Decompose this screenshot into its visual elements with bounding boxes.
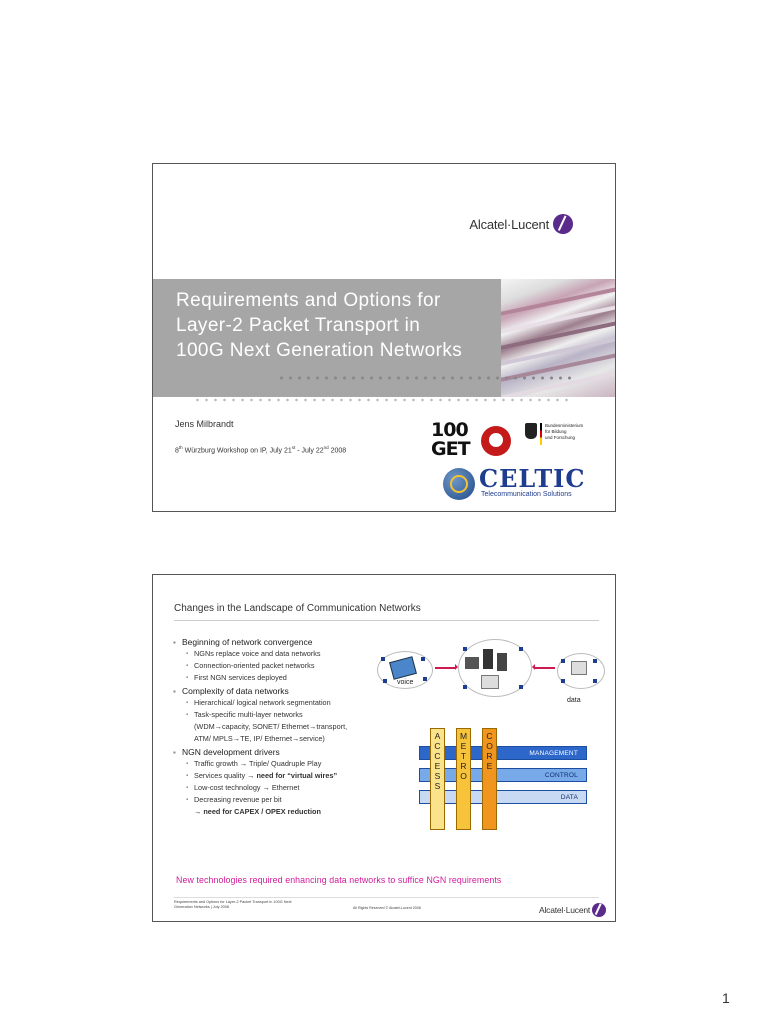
bullet-list [173, 635, 383, 818]
network-node-icon [423, 677, 427, 681]
computer-icon [481, 675, 499, 689]
bmbf-line: für Bildung [545, 429, 567, 434]
sub-bullet-item [173, 770, 383, 782]
column-letter: R [460, 761, 467, 771]
bullet-item [173, 686, 383, 697]
conclusion-banner: New technologies required enhancing data networks to suffice NGN requirements [176, 875, 502, 885]
fiber-strand [501, 318, 616, 351]
bullet-text: Services quality → [194, 771, 257, 780]
alcatel-lucent-mark-icon [553, 214, 573, 234]
layer-management: MANAGEMENT [419, 746, 587, 760]
network-node-icon [593, 679, 597, 683]
arrow-left-icon [535, 667, 555, 669]
bmbf-line: Bundesministerium [545, 423, 584, 428]
title-divider [174, 620, 599, 621]
layer-control: CONTROL [419, 768, 587, 782]
column-letter: R [486, 751, 493, 761]
sub-bullet-item [173, 733, 383, 745]
100get-logo [431, 421, 513, 463]
computer-icon [571, 661, 587, 675]
title-slide [152, 163, 616, 512]
bullet-text: Task-specific multi-layer networks [194, 710, 303, 719]
footer-divider [174, 897, 599, 898]
celtic-wordmark: CELTIC [479, 464, 586, 493]
german-flag-icon [540, 423, 542, 445]
network-node-icon [383, 679, 387, 683]
column-letter: O [486, 741, 493, 751]
workshop-text: - July 22 [295, 447, 324, 455]
alcatel-lucent-logo [469, 214, 573, 234]
sub-bullet-item [173, 672, 383, 684]
title-line: Layer-2 Packet Transport in [176, 315, 421, 336]
decorative-dots [277, 375, 577, 381]
column-letter: C [486, 731, 493, 741]
phone-icon [465, 657, 479, 669]
sub-bullet-item [173, 709, 383, 721]
workshop-text: 2008 [328, 447, 347, 455]
page-number: 1 [722, 990, 730, 1006]
bullet-text: Connection-oriented packet networks [194, 661, 315, 670]
voice-label: voice [397, 679, 414, 686]
landscape-slide [152, 574, 616, 922]
bullet-text: Decreasing revenue per bit [194, 795, 282, 804]
bullet-text: Traffic growth → Triple/ Quadruple Play [194, 759, 322, 768]
column-letter: E [486, 761, 493, 771]
sub-bullet-item [173, 806, 383, 818]
workshop-ordinal: 8 [175, 447, 179, 455]
column-letter: A [434, 731, 441, 741]
server-icon [483, 649, 493, 669]
footer-copyright: All Rights Reserved © Alcatel-Lucent 2008 [353, 906, 421, 910]
alcatel-lucent-mark-icon [592, 903, 606, 917]
bmbf-text [545, 423, 583, 441]
column-letter: M [459, 731, 468, 741]
bullet-text: → [194, 807, 204, 816]
bullet-emphasis: need for CAPEX / OPEX reduction [203, 807, 321, 816]
network-node-icon [593, 659, 597, 663]
network-node-icon [463, 647, 467, 651]
network-node-icon [381, 657, 385, 661]
column-letter: O [460, 771, 467, 781]
sub-bullet-item [173, 648, 383, 660]
network-node-icon [421, 657, 425, 661]
bullet-text: Hierarchical/ logical network segmentation [194, 698, 331, 707]
sub-bullet-item [173, 782, 383, 794]
celtic-globe-icon [443, 468, 475, 500]
superscript: st [291, 445, 296, 450]
network-node-icon [561, 659, 565, 663]
celtic-logo [443, 464, 611, 504]
slide-title: Changes in the Landscape of Communication Networks [174, 603, 421, 614]
network-node-icon [463, 685, 467, 689]
decorative-dots [193, 397, 573, 403]
bullet-text: NGNs replace voice and data networks [194, 649, 321, 658]
federal-eagle-icon [525, 423, 537, 439]
bullet-text: Low-cost technology → Ethernet [194, 783, 300, 792]
layer-data: DATA [419, 790, 587, 804]
server-icon [497, 653, 507, 671]
column-letter: E [460, 741, 467, 751]
bullet-item [173, 747, 383, 758]
100get-disc-icon [481, 426, 511, 456]
title-line: 100G Next Generation Networks [176, 340, 463, 361]
footer-brand-name: Alcatel·Lucent [539, 905, 591, 915]
bullet-text: NGN development drivers [182, 747, 280, 757]
footer-logo [539, 903, 606, 917]
fiber-strand [501, 368, 616, 397]
author-name: Jens Milbrandt [175, 419, 234, 429]
network-node-icon [561, 679, 565, 683]
bullet-emphasis: need for “virtual wires” [256, 771, 338, 780]
superscript: nd [323, 445, 329, 450]
footer-title: Requirements and Options for Layer-2 Packet Transport in 100G Next Generation Networks | July 2008 [174, 900, 292, 909]
access-column [430, 728, 445, 830]
arrow-right-icon [435, 667, 455, 669]
sub-bullet-item [173, 660, 383, 672]
celtic-tagline: Telecommunication Solutions [481, 491, 572, 498]
column-letter: S [434, 781, 441, 791]
title-line: Requirements and Options for [176, 290, 441, 311]
100get-number: 100 [431, 419, 468, 441]
bmbf-line: und Forschung [545, 435, 576, 440]
column-letter: S [434, 771, 441, 781]
slide-title [176, 288, 496, 363]
bullet-text: ATM/ MPLS→TE, IP/ Ethernet→service) [194, 734, 325, 743]
bullet-text: Beginning of network convergence [182, 637, 313, 647]
sub-bullet-item [173, 697, 383, 709]
bullet-item [173, 637, 383, 648]
100get-word: GET [431, 438, 470, 460]
bmbf-logo [525, 423, 583, 445]
sub-bullet-item [173, 721, 383, 733]
workshop-line [175, 445, 346, 454]
workshop-text: Würzburg Workshop on IP, July 21 [182, 447, 292, 455]
data-label: data [567, 697, 581, 704]
column-letter: C [434, 741, 441, 751]
column-letter: C [434, 751, 441, 761]
sub-bullet-item [173, 758, 383, 770]
superscript: th [178, 445, 183, 450]
sub-bullet-item [173, 794, 383, 806]
column-letter: E [434, 761, 441, 771]
column-letter: T [460, 751, 467, 761]
network-node-icon [519, 647, 523, 651]
network-node-icon [519, 685, 523, 689]
fiber-strand [501, 334, 616, 367]
bullet-text: (WDM→capacity, SONET/ Ethernet→transport, [194, 722, 348, 731]
core-column [482, 728, 497, 830]
metro-column [456, 728, 471, 830]
bullet-text: Complexity of data networks [182, 686, 289, 696]
brand-name: Alcatel·Lucent [469, 216, 549, 232]
bullet-text: First NGN services deployed [194, 673, 287, 682]
